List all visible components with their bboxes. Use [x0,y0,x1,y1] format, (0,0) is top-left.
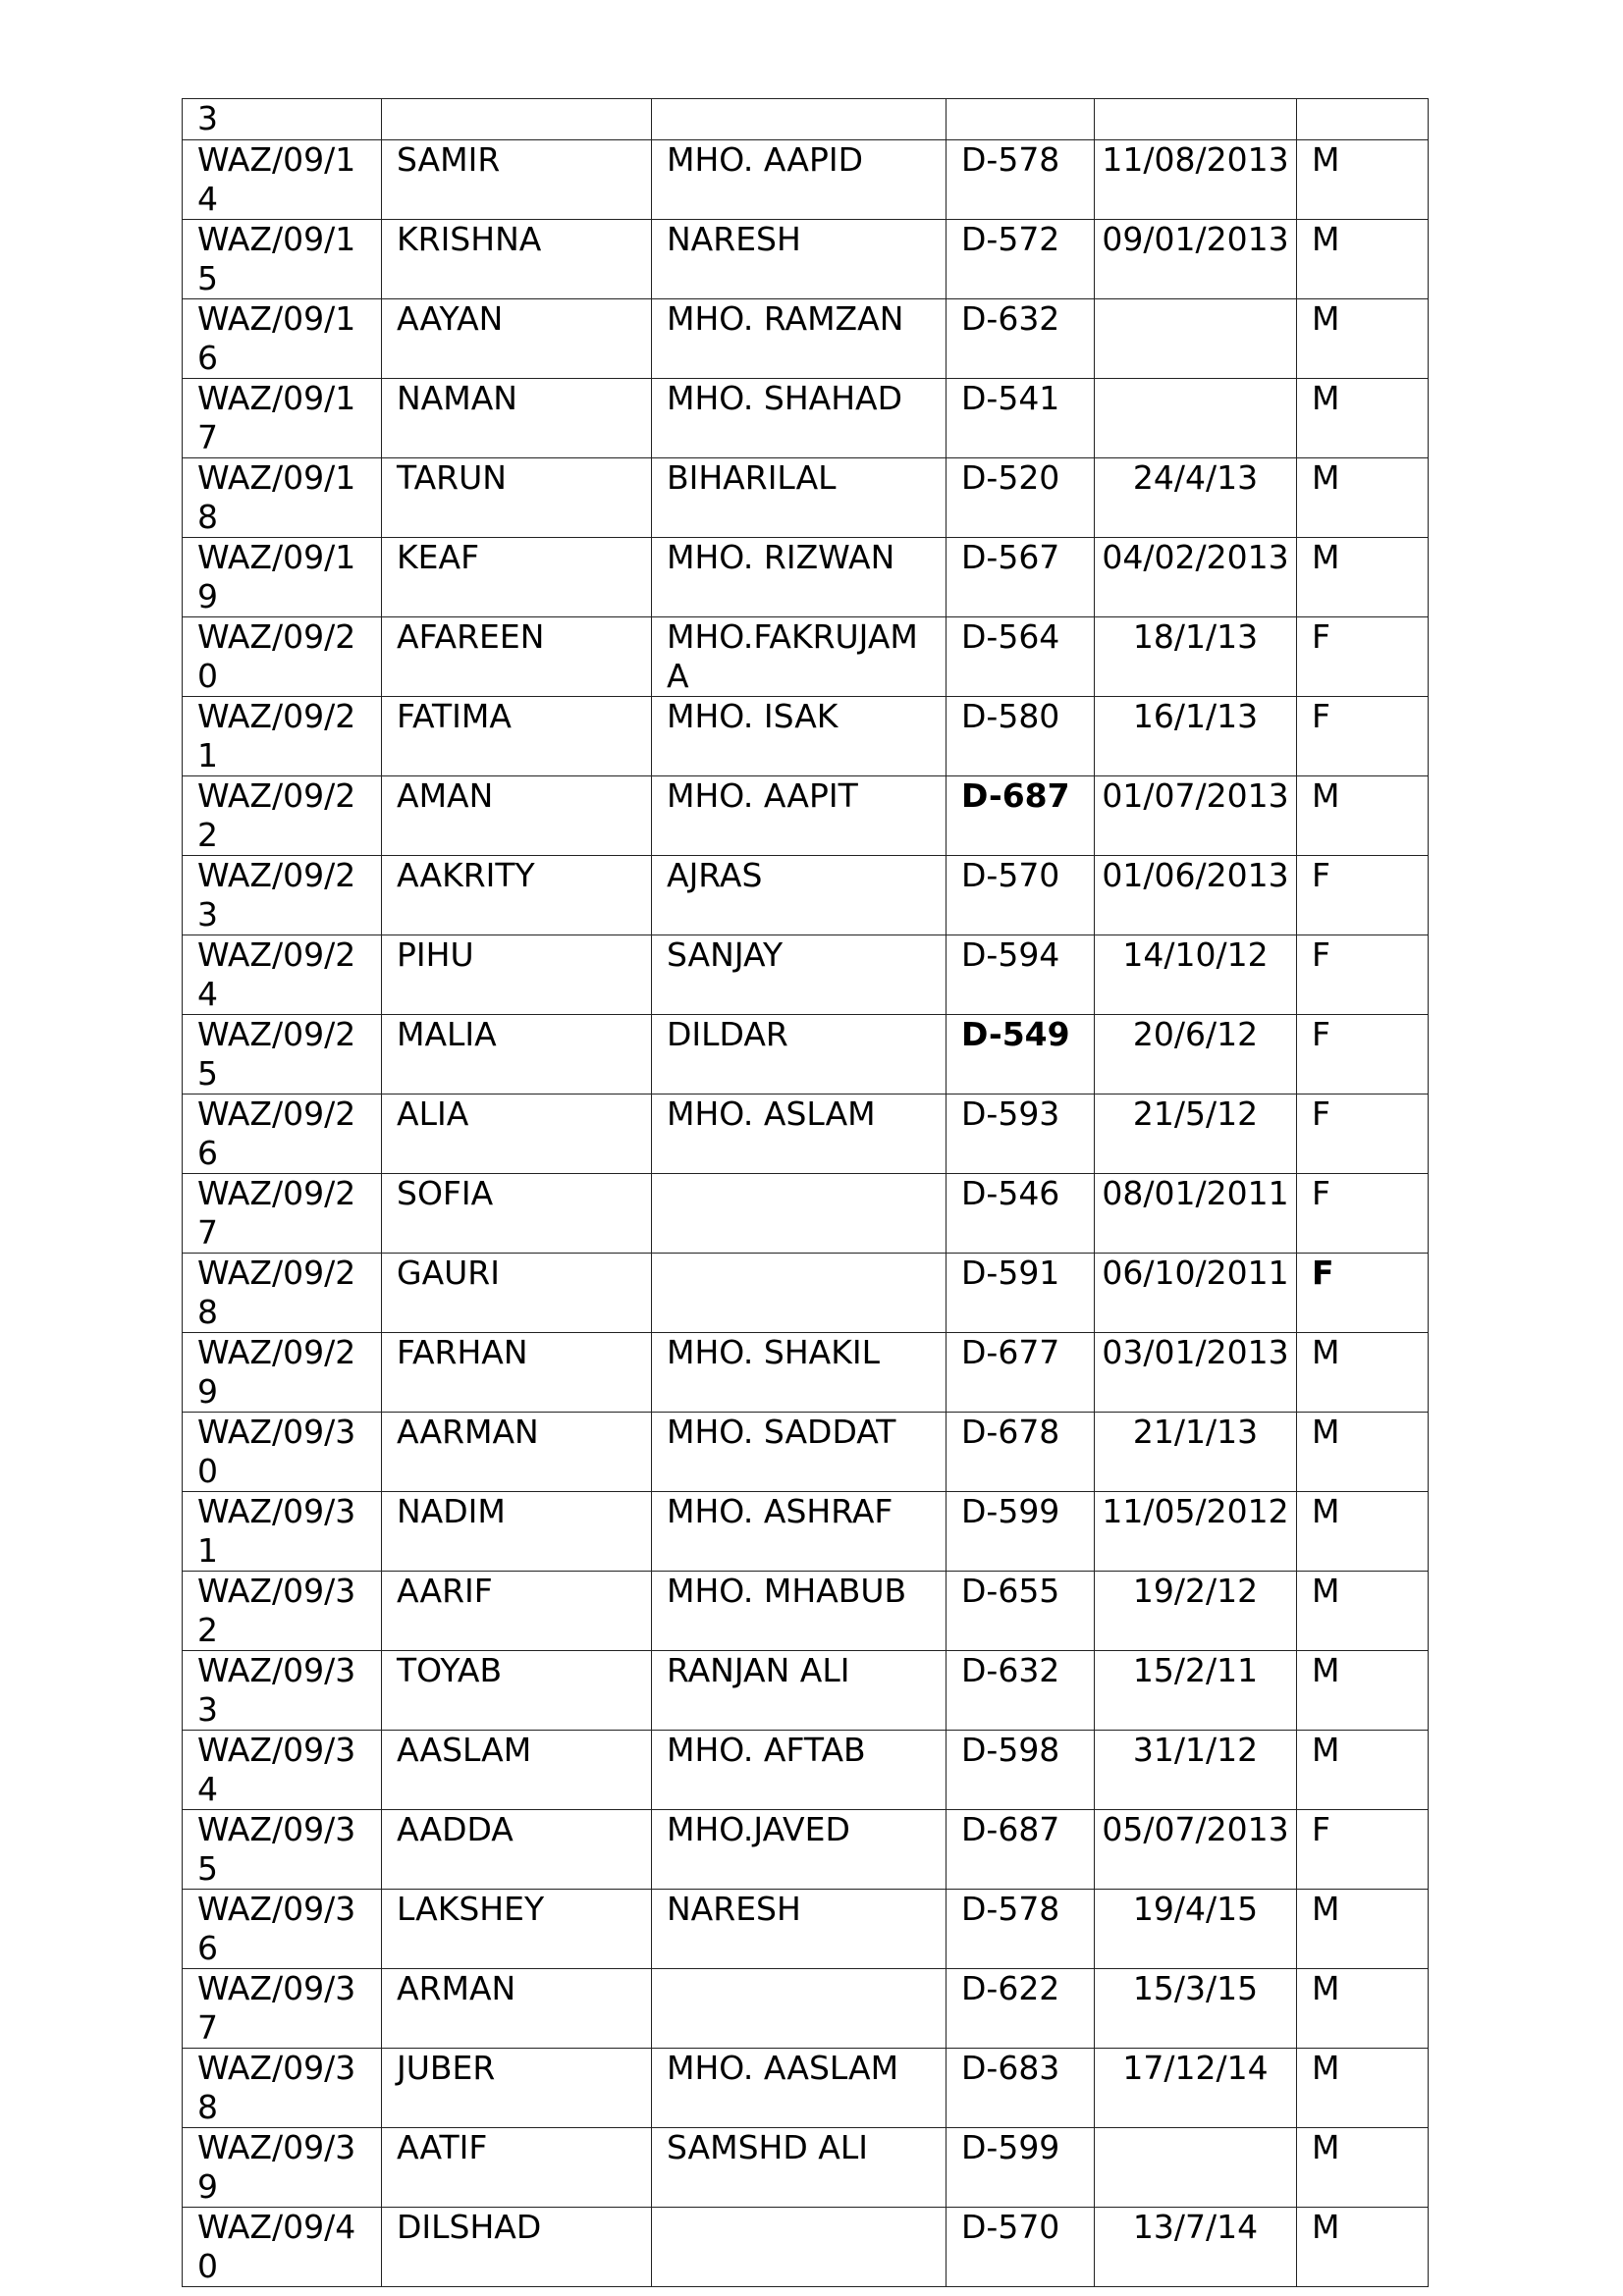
cell-code: D-578 [947,140,1095,220]
table-row [183,1969,1429,2049]
cell-id: WAZ/09/29 [183,1333,382,1413]
cell-dob: 15/3/15 [1095,1969,1297,2049]
table-row [183,935,1429,1015]
cell-code: D-599 [947,2128,1095,2208]
cell-code: D-632 [947,1651,1095,1731]
cell-id: WAZ/09/15 [183,220,382,299]
cell-code: D-683 [947,2049,1095,2128]
cell-code: D-594 [947,935,1095,1015]
cell-gender: M [1297,1492,1429,1572]
cell-father: MHO. RIZWAN [652,538,947,617]
cell-id: WAZ/09/19 [183,538,382,617]
table-row [183,617,1429,697]
table-row [183,1413,1429,1492]
cell-name: TARUN [382,458,652,538]
cell-father: SAMSHD ALI [652,2128,947,2208]
table-row [183,458,1429,538]
cell-name: KRISHNA [382,220,652,299]
table-row [183,299,1429,379]
cell-gender: M [1297,1969,1429,2049]
cell-father: MHO. ASHRAF [652,1492,947,1572]
cell-gender: M [1297,140,1429,220]
table-row [183,2208,1429,2287]
table-row [183,1174,1429,1254]
cell-gender: M [1297,1731,1429,1810]
cell-gender: M [1297,776,1429,856]
cell-code: D-570 [947,2208,1095,2287]
cell-dob: 15/2/11 [1095,1651,1297,1731]
cell-dob: 05/07/2013 [1095,1810,1297,1890]
cell-name: DILSHAD [382,2208,652,2287]
cell-id: WAZ/09/38 [183,2049,382,2128]
cell-name: MALIA [382,1015,652,1095]
cell-id: WAZ/09/33 [183,1651,382,1731]
cell-dob: 21/1/13 [1095,1413,1297,1492]
cell-name: AAKRITY [382,856,652,935]
cell-father: MHO. SHAKIL [652,1333,947,1413]
cell-gender: M [1297,379,1429,458]
cell-code: D-598 [947,1731,1095,1810]
cell-dob [1095,299,1297,379]
cell-dob: 19/2/12 [1095,1572,1297,1651]
table-row [183,1810,1429,1890]
cell-father [652,1969,947,2049]
cell-gender: F [1297,1810,1429,1890]
cell-code: D-564 [947,617,1095,697]
cell-dob: 03/01/2013 [1095,1333,1297,1413]
cell-name: FARHAN [382,1333,652,1413]
table-row [183,697,1429,776]
cell-dob: 01/06/2013 [1095,856,1297,935]
table-row [183,2049,1429,2128]
table-row [183,2128,1429,2208]
cell-gender: M [1297,2049,1429,2128]
cell-id: WAZ/09/14 [183,140,382,220]
cell-id: WAZ/09/35 [183,1810,382,1890]
cell-gender: M [1297,1333,1429,1413]
cell-father [652,2208,947,2287]
cell-father: MHO.FAKRUJAMA [652,617,947,697]
cell-name: AMAN [382,776,652,856]
cell-father: MHO. AFTAB [652,1731,947,1810]
cell-name: AATIF [382,2128,652,2208]
cell-dob [1095,99,1297,140]
cell-name: NAMAN [382,379,652,458]
cell-name: FATIMA [382,697,652,776]
cell-father: RANJAN ALI [652,1651,947,1731]
cell-dob: 18/1/13 [1095,617,1297,697]
cell-name [382,99,652,140]
cell-code: D-599 [947,1492,1095,1572]
cell-father: AJRAS [652,856,947,935]
cell-name: AADDA [382,1810,652,1890]
cell-id: WAZ/09/20 [183,617,382,697]
cell-code: D-580 [947,697,1095,776]
cell-gender [1297,99,1429,140]
cell-gender: F [1297,697,1429,776]
cell-id: WAZ/09/25 [183,1015,382,1095]
cell-father: NARESH [652,1890,947,1969]
cell-father: MHO. SHAHAD [652,379,947,458]
table-row [183,1333,1429,1413]
cell-name: GAURI [382,1254,652,1333]
cell-father: MHO. ASLAM [652,1095,947,1174]
cell-father: MHO. SADDAT [652,1413,947,1492]
cell-dob: 19/4/15 [1095,1890,1297,1969]
cell-id: WAZ/09/24 [183,935,382,1015]
cell-id: WAZ/09/16 [183,299,382,379]
cell-code: D-655 [947,1572,1095,1651]
cell-name: AARIF [382,1572,652,1651]
cell-name: AAYAN [382,299,652,379]
cell-dob: 17/12/14 [1095,2049,1297,2128]
cell-gender: M [1297,220,1429,299]
cell-dob: 09/01/2013 [1095,220,1297,299]
cell-code [947,99,1095,140]
cell-id: WAZ/09/36 [183,1890,382,1969]
cell-father: MHO. RAMZAN [652,299,947,379]
cell-father: MHO. ISAK [652,697,947,776]
cell-name: ARMAN [382,1969,652,2049]
cell-father: MHO. MHABUB [652,1572,947,1651]
cell-dob: 24/4/13 [1095,458,1297,538]
cell-name: KEAF [382,538,652,617]
cell-id: WAZ/09/34 [183,1731,382,1810]
cell-dob [1095,2128,1297,2208]
cell-id: WAZ/09/23 [183,856,382,935]
records-table [182,98,1429,2287]
cell-father: MHO. AAPID [652,140,947,220]
cell-name: PIHU [382,935,652,1015]
table-row [183,140,1429,220]
table-row [183,379,1429,458]
table-row [183,1492,1429,1572]
cell-gender: M [1297,2208,1429,2287]
cell-code: D-678 [947,1413,1095,1492]
cell-id: WAZ/09/39 [183,2128,382,2208]
cell-name: SOFIA [382,1174,652,1254]
cell-code: D-677 [947,1333,1095,1413]
cell-dob: 21/5/12 [1095,1095,1297,1174]
table-row-continued [183,99,1429,140]
cell-name: LAKSHEY [382,1890,652,1969]
table-row [183,220,1429,299]
cell-id: WAZ/09/21 [183,697,382,776]
cell-name: SAMIR [382,140,652,220]
cell-code: D-593 [947,1095,1095,1174]
cell-dob: 04/02/2013 [1095,538,1297,617]
cell-id: WAZ/09/17 [183,379,382,458]
cell-code: D-622 [947,1969,1095,2049]
table-row [183,1572,1429,1651]
cell-gender: M [1297,458,1429,538]
cell-dob: 14/10/12 [1095,935,1297,1015]
cell-code: D-687 [947,1810,1095,1890]
records-table-body [183,99,1429,2287]
cell-gender: F [1297,1095,1429,1174]
table-row [183,776,1429,856]
cell-id: WAZ/09/37 [183,1969,382,2049]
table-row [183,1731,1429,1810]
cell-code: D-567 [947,538,1095,617]
cell-gender: M [1297,538,1429,617]
cell-id: WAZ/09/32 [183,1572,382,1651]
cell-code: D-546 [947,1174,1095,1254]
table-row [183,1890,1429,1969]
cell-dob: 11/05/2012 [1095,1492,1297,1572]
cell-gender: F [1297,856,1429,935]
cell-father: BIHARILAL [652,458,947,538]
cell-gender: M [1297,299,1429,379]
cell-father: SANJAY [652,935,947,1015]
cell-code: D-687 [947,776,1095,856]
cell-dob: 11/08/2013 [1095,140,1297,220]
cell-father: MHO. AAPIT [652,776,947,856]
cell-dob: 31/1/12 [1095,1731,1297,1810]
cell-gender: M [1297,1651,1429,1731]
cell-gender: M [1297,1572,1429,1651]
cell-father [652,1174,947,1254]
cell-gender: F [1297,1174,1429,1254]
cell-id: WAZ/09/40 [183,2208,382,2287]
cell-gender: F [1297,935,1429,1015]
cell-id: 3 [183,99,382,140]
cell-code: D-632 [947,299,1095,379]
cell-gender: M [1297,1413,1429,1492]
cell-id: WAZ/09/26 [183,1095,382,1174]
cell-gender: F [1297,1015,1429,1095]
table-row [183,1095,1429,1174]
cell-gender: M [1297,2128,1429,2208]
cell-code: D-549 [947,1015,1095,1095]
cell-id: WAZ/09/30 [183,1413,382,1492]
cell-father: DILDAR [652,1015,947,1095]
cell-name: ALIA [382,1095,652,1174]
cell-father [652,99,947,140]
cell-id: WAZ/09/22 [183,776,382,856]
cell-gender: F [1297,1254,1429,1333]
cell-name: AASLAM [382,1731,652,1810]
cell-dob: 16/1/13 [1095,697,1297,776]
cell-dob: 08/01/2011 [1095,1174,1297,1254]
table-row [183,1015,1429,1095]
cell-name: TOYAB [382,1651,652,1731]
cell-id: WAZ/09/28 [183,1254,382,1333]
table-row [183,538,1429,617]
cell-dob: 20/6/12 [1095,1015,1297,1095]
cell-father: MHO.JAVED [652,1810,947,1890]
cell-code: D-520 [947,458,1095,538]
cell-dob: 01/07/2013 [1095,776,1297,856]
cell-father [652,1254,947,1333]
cell-name: NADIM [382,1492,652,1572]
cell-dob [1095,379,1297,458]
cell-name: JUBER [382,2049,652,2128]
cell-gender: M [1297,1890,1429,1969]
cell-father: MHO. AASLAM [652,2049,947,2128]
cell-id: WAZ/09/27 [183,1174,382,1254]
cell-code: D-578 [947,1890,1095,1969]
cell-id: WAZ/09/18 [183,458,382,538]
table-row [183,1254,1429,1333]
cell-name: AARMAN [382,1413,652,1492]
table-row [183,1651,1429,1731]
cell-gender: F [1297,617,1429,697]
cell-id: WAZ/09/31 [183,1492,382,1572]
table-row [183,856,1429,935]
cell-dob: 06/10/2011 [1095,1254,1297,1333]
cell-code: D-591 [947,1254,1095,1333]
cell-father: NARESH [652,220,947,299]
cell-code: D-570 [947,856,1095,935]
cell-code: D-541 [947,379,1095,458]
cell-code: D-572 [947,220,1095,299]
cell-name: AFAREEN [382,617,652,697]
cell-dob: 13/7/14 [1095,2208,1297,2287]
